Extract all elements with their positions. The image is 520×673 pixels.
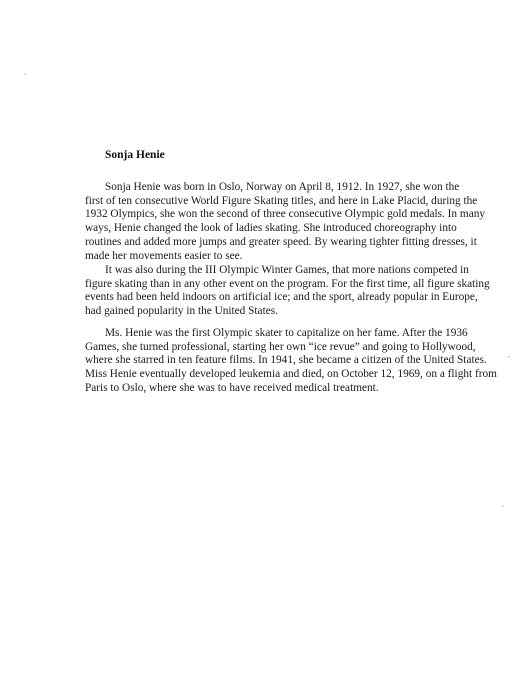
paragraph-line: ways, Henie changed the look of ladies skating. She introduced choreography into bbox=[85, 222, 457, 235]
paragraph-line: Games, she turned professional, starting her own “ice revue” and going to Hollywood, bbox=[85, 340, 476, 353]
paragraph-line: Miss Henie eventually developed leukemia and died, on October 12, 1969, on a flight from bbox=[85, 368, 497, 381]
paragraph-line: made her movements easier to see. bbox=[85, 249, 243, 262]
paragraph-3 bbox=[85, 327, 497, 396]
paragraph-1 bbox=[85, 181, 486, 263]
scan-speck bbox=[502, 505, 504, 507]
paragraph-2 bbox=[85, 264, 490, 319]
paragraph-line: where she starred in ten feature films. In 1941, she became a citizen of the United States. bbox=[85, 354, 487, 367]
document-title: Sonja Henie bbox=[105, 149, 165, 161]
paragraph-line: 1932 Olympics, she won the second of three consecutive Olympic gold medals. In many bbox=[85, 208, 486, 221]
paragraph-line: Sonja Henie was born in Oslo, Norway on April 8, 1912. In 1927, she won the bbox=[105, 181, 460, 193]
paragraph-line: Paris to Oslo, where she was to have received medical treatment. bbox=[85, 381, 379, 394]
paragraph-line: figure skating than in any other event on the program. For the first time, all figure skating bbox=[85, 277, 490, 290]
paragraph-line: had gained popularity in the United States. bbox=[85, 305, 278, 318]
scan-speck bbox=[508, 356, 510, 358]
paragraph-line: It was also during the III Olympic Winter Games, that more nations competed in bbox=[105, 264, 469, 276]
paragraph-line: events had been held indoors on artificial ice; and the sport, already popular in Europe, bbox=[85, 291, 478, 304]
paragraph-line: Ms. Henie was the first Olympic skater to capitalize on her fame. After the 1936 bbox=[105, 327, 468, 339]
paragraph-line: first of ten consecutive World Figure Skating titles, and here in Lake Placid, during the bbox=[85, 194, 478, 207]
scan-speck bbox=[24, 73, 26, 75]
paragraph-line: routines and added more jumps and greater speed. By wearing tighter fitting dresses, it bbox=[85, 235, 477, 248]
